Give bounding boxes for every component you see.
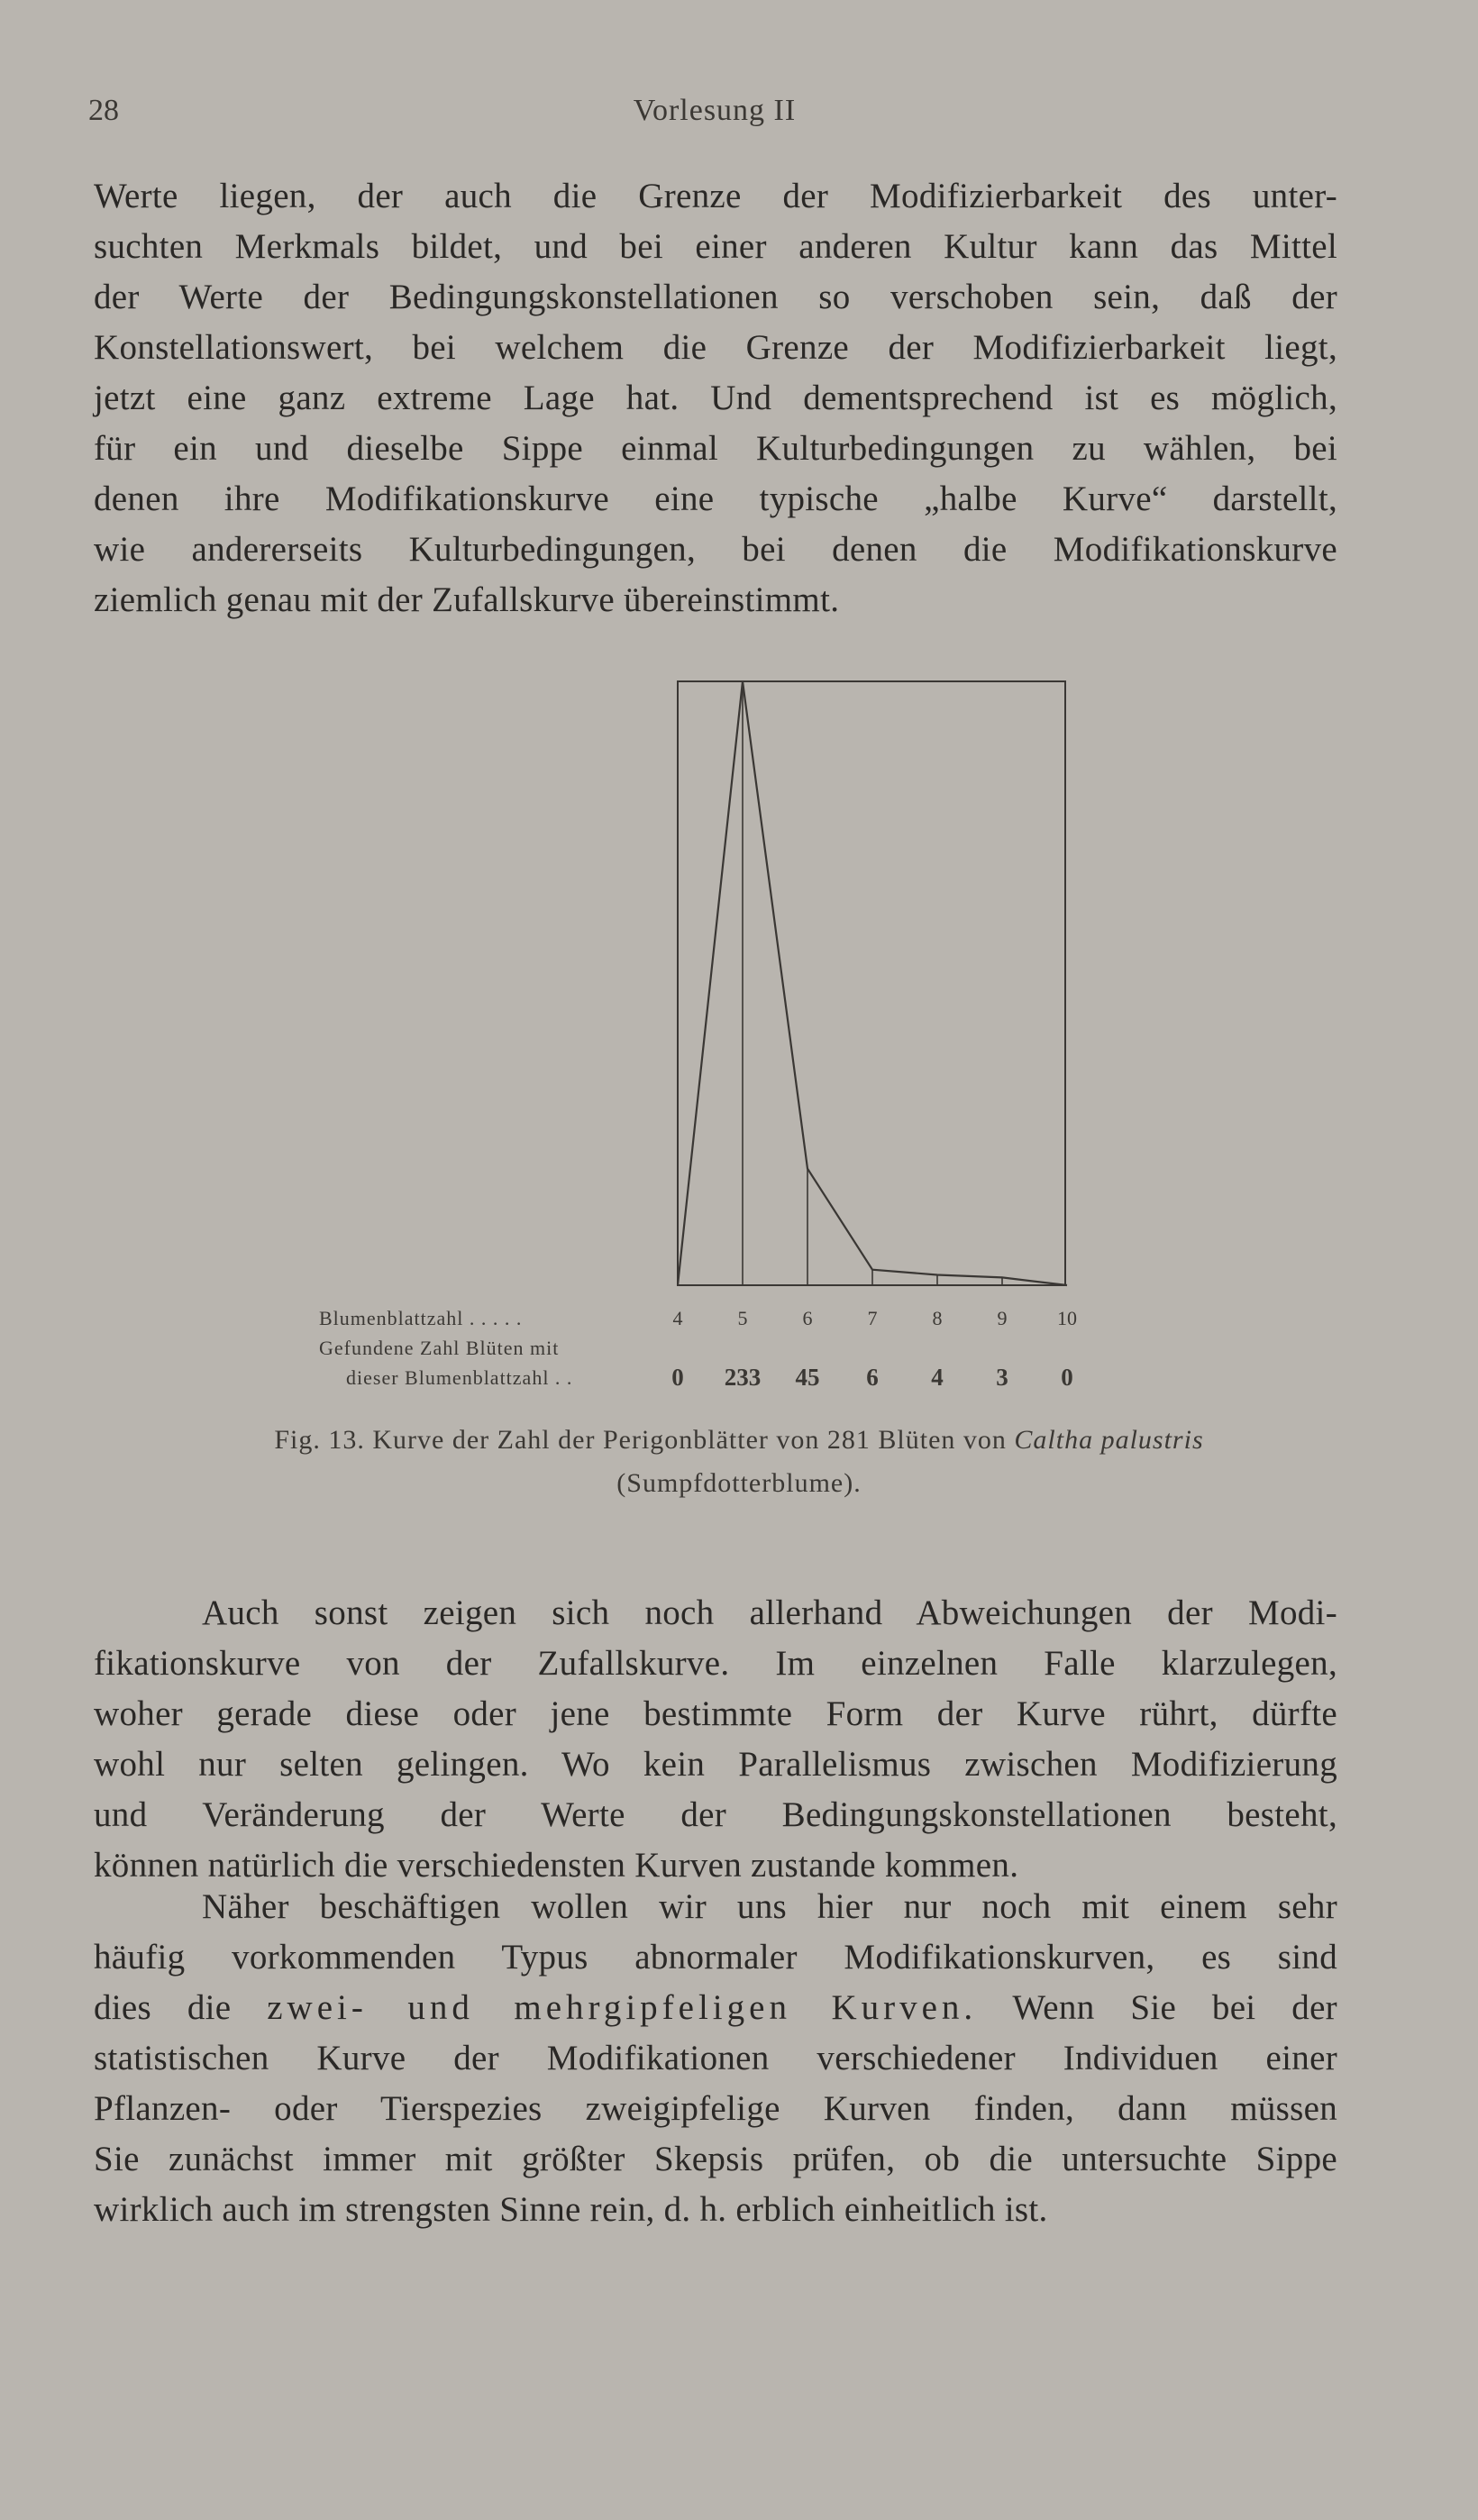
found-count-label-line-1: Gefundene Zahl Blüten mit (319, 1337, 560, 1359)
text-line: Sie zunächst immer mit größter Skepsis prüfen, ob die untersuchte Sippe (94, 2140, 1337, 2178)
chart-frame (678, 681, 1065, 1285)
x-tick-label: 5 (737, 1307, 748, 1329)
page-number: 28 (88, 94, 119, 127)
text-line (94, 1983, 1337, 2033)
found-count-label-line-2: dieser Blumenblattzahl . . (346, 1366, 573, 1389)
paragraph-3 (94, 1882, 1337, 2235)
text-line: Werte liegen, der auch die Grenze der Modifizierbarkeit des unter- (94, 177, 1337, 215)
data-label: 0 (671, 1364, 684, 1391)
data-label: 6 (866, 1364, 879, 1391)
x-tick-label: 4 (672, 1307, 683, 1329)
text-line: Pflanzen- oder Tierspezies zweigipfelige Kurven finden, dann müssen (94, 2089, 1337, 2128)
figure-13 (0, 667, 1478, 1391)
text-span: dies die (94, 1988, 232, 2027)
text-line: ziemlich genau mit der Zufallskurve übereinstimmt. (94, 580, 840, 619)
text-line: der Werte der Bedingungskonstellationen so verschoben sein, daß der (94, 278, 1337, 316)
running-head (88, 94, 1341, 139)
found-count-row-label-top (306, 1333, 1118, 1363)
text-line: jetzt eine ganz extreme Lage hat. Und dementsprechend ist es möglich, (94, 379, 1337, 417)
caption-species: Caltha palustris (1014, 1425, 1204, 1455)
figure-data-table (306, 1303, 1118, 1392)
text-span: Wenn Sie bei der (1012, 1988, 1337, 2027)
text-line: Konstellationswert, bei welchem die Grenze der Modifizierbarkeit liegt, (94, 328, 1337, 367)
text-line: suchten Merkmals bildet, und bei einer anderen Kultur kann das Mittel (94, 227, 1337, 266)
x-tick-label: 9 (997, 1307, 1008, 1329)
text-line: Auch sonst zeigen sich noch allerhand Abweichungen der Modi- (202, 1593, 1337, 1632)
data-label: 45 (795, 1364, 820, 1391)
text-line: wohl nur selten gelingen. Wo kein Parallelismus zwischen Modifizierung (94, 1745, 1337, 1784)
petal-count-row-label: Blumenblattzahl . . . . . (319, 1307, 523, 1329)
x-tick-label: 6 (802, 1307, 813, 1329)
text-line: für ein und dieselbe Sippe einmal Kulturbedingungen zu wählen, bei (94, 429, 1337, 468)
found-count-row (306, 1363, 1118, 1392)
text-line: statistischen Kurve der Modifikationen verschiedener Individuen einer (94, 2039, 1337, 2077)
text-line: woher gerade diese oder jene bestimmte Form der Kurve rührt, dürfte (94, 1694, 1337, 1733)
data-label: 4 (931, 1364, 944, 1391)
x-tick-label: 8 (932, 1307, 943, 1329)
text-line: und Veränderung der Werte der Bedingungskonstellationen besteht, (94, 1795, 1337, 1834)
petal-count-row (306, 1303, 1118, 1333)
caption-line-1 (135, 1419, 1343, 1462)
curve-line (678, 681, 1067, 1285)
caption-prefix: Fig. 13. Kurve der Zahl der Perigonblätter von 281 Blüten von (274, 1425, 1007, 1455)
paragraph-2 (94, 1588, 1337, 1891)
text-line: können natürlich die verschiedensten Kurven zustande kommen. (94, 1846, 1019, 1885)
text-line: denen ihre Modifikationskurve eine typische „halbe Kurve“ darstellt, (94, 479, 1337, 518)
caption-line-2: (Sumpfdotterblume). (616, 1468, 862, 1498)
text-line: fikationskurve von der Zufallskurve. Im einzelnen Falle klarzulegen, (94, 1644, 1337, 1683)
figure-caption (135, 1419, 1343, 1505)
x-tick-label: 7 (867, 1307, 878, 1329)
data-label: 3 (996, 1364, 1008, 1391)
text-line: wirklich auch im strengsten Sinne rein, d. h. erblich einheitlich ist. (94, 2190, 1048, 2229)
x-tick-label: 10 (1057, 1307, 1077, 1329)
emphasized-term: zwei- und mehrgipfeligen Kurven. (267, 1988, 978, 2027)
data-label: 233 (724, 1364, 762, 1391)
paragraph-1 (94, 171, 1337, 625)
text-line: Näher beschäftigen wollen wir uns hier nur noch mit einem sehr (202, 1887, 1337, 1926)
text-line: wie andererseits Kulturbedingungen, bei denen die Modifikationskurve (94, 530, 1337, 569)
running-title: Vorlesung II (633, 94, 797, 127)
data-label: 0 (1061, 1364, 1073, 1391)
frequency-curve-chart (0, 667, 1478, 1316)
text-line: häufig vorkommenden Typus abnormaler Modifikationskurven, es sind (94, 1938, 1337, 1977)
